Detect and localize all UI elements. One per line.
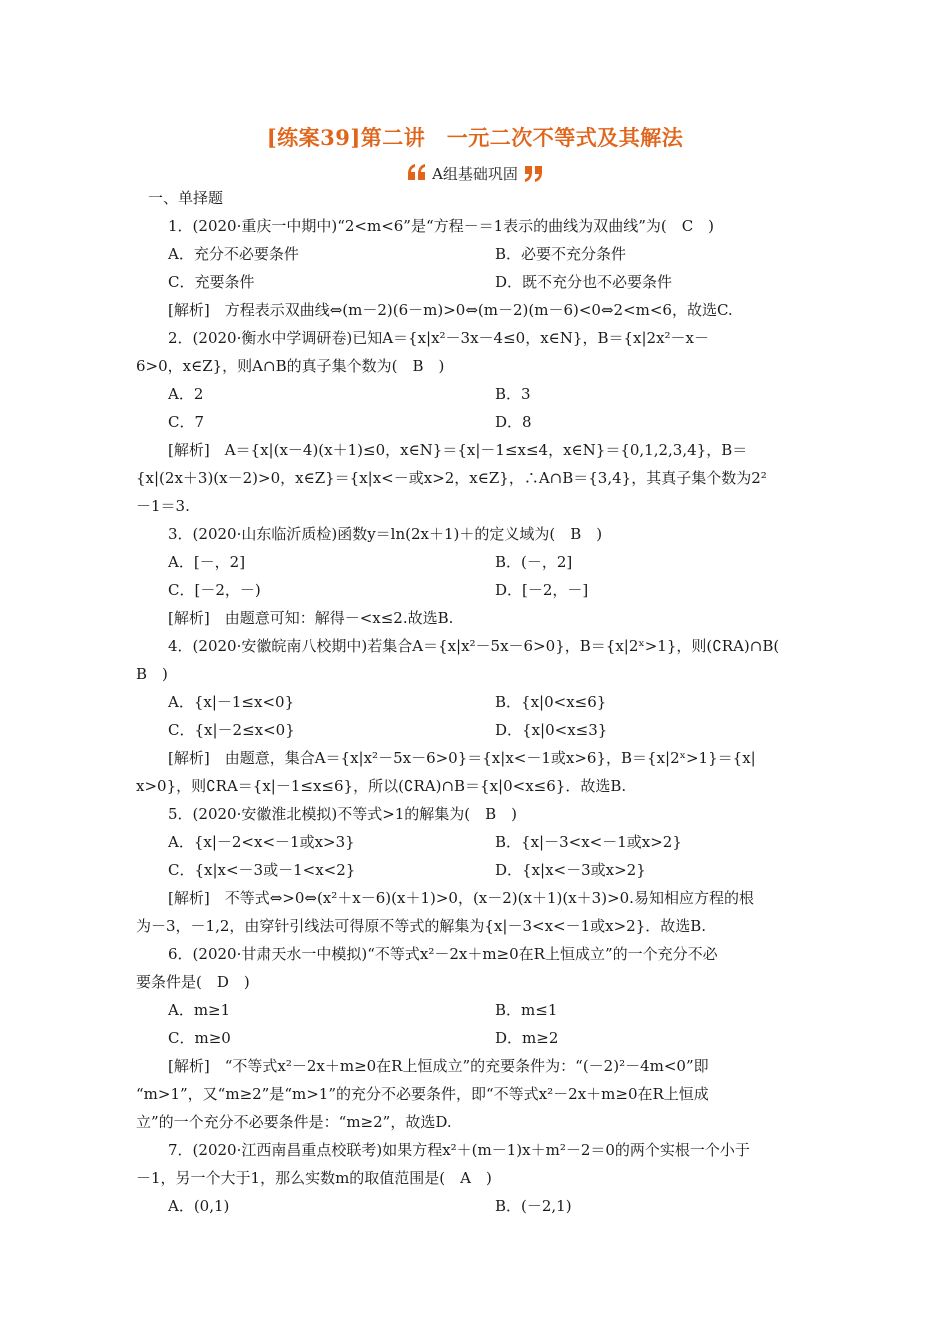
q4-analysis-line1: [解析] 由题意，集合A＝{x|x²－5x－6>0}＝{x|x<－1或x>6}，B＝{x|2ˣ>1}＝{x|	[168, 749, 756, 767]
q2-analysis-line2: {x|(2x＋3)(x－2)>0，x∈Z}＝{x|x<－或x>2，x∈Z}，∴A∩B＝{3,4}，其真子集个数为2²	[136, 469, 767, 487]
q4-option-d: D．{x|0<x≤3}	[495, 721, 608, 739]
q2-analysis-line1: [解析] A＝{x|(x－4)(x＋1)≤0，x∈N}＝{x|－1≤x≤4，x∈N}＝{0,1,2,3,4}，B＝	[168, 441, 748, 459]
q6-analysis-line3: 立”的一个充分不必要条件是：“m≥2”，故选D.	[136, 1113, 452, 1131]
q7-option-b: B．(－2,1)	[495, 1197, 572, 1215]
q1-stem: 1．(2020·重庆一中期中)“2<m<6”是“方程－＝1表示的曲线为双曲线”为( C )	[168, 217, 715, 235]
q1-option-c: C．充要条件	[168, 273, 255, 291]
q6-option-c: C．m≥0	[168, 1029, 231, 1047]
q4-stem-line1: 4．(2020·安徽皖南八校期中)若集合A＝{x|x²－5x－6>0}，B＝{x|2ˣ>1}，则(∁RA)∩B(	[168, 637, 780, 655]
q7-option-a: A．(0,1)	[168, 1197, 230, 1215]
q6-stem-line1: 6．(2020·甘肃天水一中模拟)“不等式x²－2x＋m≥0在R上恒成立”的一个充分不必	[168, 945, 718, 963]
q3-option-a: A．[－，2]	[168, 553, 246, 571]
close-quote-icon	[520, 160, 546, 186]
q2-option-a: A．2	[168, 385, 204, 403]
q5-stem: 5．(2020·安徽淮北模拟)不等式>1的解集为( B )	[168, 805, 518, 823]
q5-option-a: A．{x|－2<x<－1或x>3}	[168, 833, 355, 851]
q6-option-d: D．m≥2	[495, 1029, 559, 1047]
q2-option-c: C．7	[168, 413, 205, 431]
q5-option-d: D．{x|x<－3或x>2}	[495, 861, 646, 879]
q5-option-c: C．{x|x<－3或－1<x<2}	[168, 861, 356, 879]
q1-analysis: [解析] 方程表示双曲线⇔(m－2)(6－m)>0⇔(m－2)(m－6)<0⇔2<m<6，故选C.	[168, 301, 733, 319]
section-heading: 一、单择题	[148, 189, 224, 207]
q2-option-b: B．3	[495, 385, 531, 403]
group-banner	[0, 157, 950, 189]
q6-stem-line2: 要条件是( D )	[136, 973, 250, 991]
q4-option-c: C．{x|－2≤x<0}	[168, 721, 295, 739]
q2-stem-line1: 2．(2020·衡水中学调研卷)已知A＝{x|x²－3x－4≤0，x∈N}，B＝{x|2x²－x－	[168, 329, 709, 347]
q3-stem: 3．(2020·山东临沂质检)函数y＝ln(2x＋1)＋的定义域为( B )	[168, 525, 603, 543]
q3-option-c: C．[－2，－)	[168, 581, 261, 599]
q3-analysis: [解析] 由题意可知：解得－<x≤2.故选B.	[168, 609, 454, 627]
q7-stem-line2: －1，另一个大于1，那么实数m的取值范围是( A )	[136, 1169, 492, 1187]
open-quote-icon	[404, 160, 430, 186]
q1-option-d: D．既不充分也不必要条件	[495, 273, 673, 291]
q6-option-a: A．m≥1	[168, 1001, 231, 1019]
q7-stem-line1: 7．(2020·江西南昌重点校联考)如果方程x²＋(m－1)x＋m²－2＝0的两个实根一个小于	[168, 1141, 750, 1159]
q5-option-b: B．{x|－3<x<－1或x>2}	[495, 833, 682, 851]
q2-stem-line2: 6>0，x∈Z}，则A∩B的真子集个数为( B )	[136, 357, 445, 375]
q2-analysis-line3: －1＝3.	[136, 497, 190, 515]
q5-analysis-line1: [解析] 不等式⇔>0⇔(x²＋x－6)(x＋1)>0，(x－2)(x＋1)(x＋3)>0.易知相应方程的根	[168, 889, 754, 907]
page-title: [练案39]第二讲 一元二次不等式及其解法	[266, 125, 684, 150]
q6-option-b: B．m≤1	[495, 1001, 558, 1019]
q6-analysis-line1: [解析] “不等式x²－2x＋m≥0在R上恒成立”的充要条件为：“(－2)²－4m<0”即	[168, 1057, 709, 1075]
q3-option-b: B．(－，2]	[495, 553, 573, 571]
q4-stem-line2: B )	[136, 665, 168, 683]
q6-analysis-line2: “m>1”，又“m≥2”是“m>1”的充分不必要条件，即“不等式x²－2x＋m≥0在R上恒成	[136, 1085, 709, 1103]
banner-text: A组基础巩固	[432, 164, 518, 183]
q1-option-a: A．充分不必要条件	[168, 245, 299, 263]
q2-option-d: D．8	[495, 413, 532, 431]
q1-option-b: B．必要不充分条件	[495, 245, 627, 263]
q5-analysis-line2: 为－3，－1,2，由穿针引线法可得原不等式的解集为{x|－3<x<－1或x>2}．故选B.	[136, 917, 707, 935]
q4-option-b: B．{x|0<x≤6}	[495, 693, 607, 711]
q4-analysis-line2: x>0}，则∁RA＝{x|－1≤x≤6}，所以(∁RA)∩B＝{x|0<x≤6}．故选B.	[136, 777, 627, 795]
q3-option-d: D．[－2，－]	[495, 581, 589, 599]
q4-option-a: A．{x|－1≤x<0}	[168, 693, 295, 711]
